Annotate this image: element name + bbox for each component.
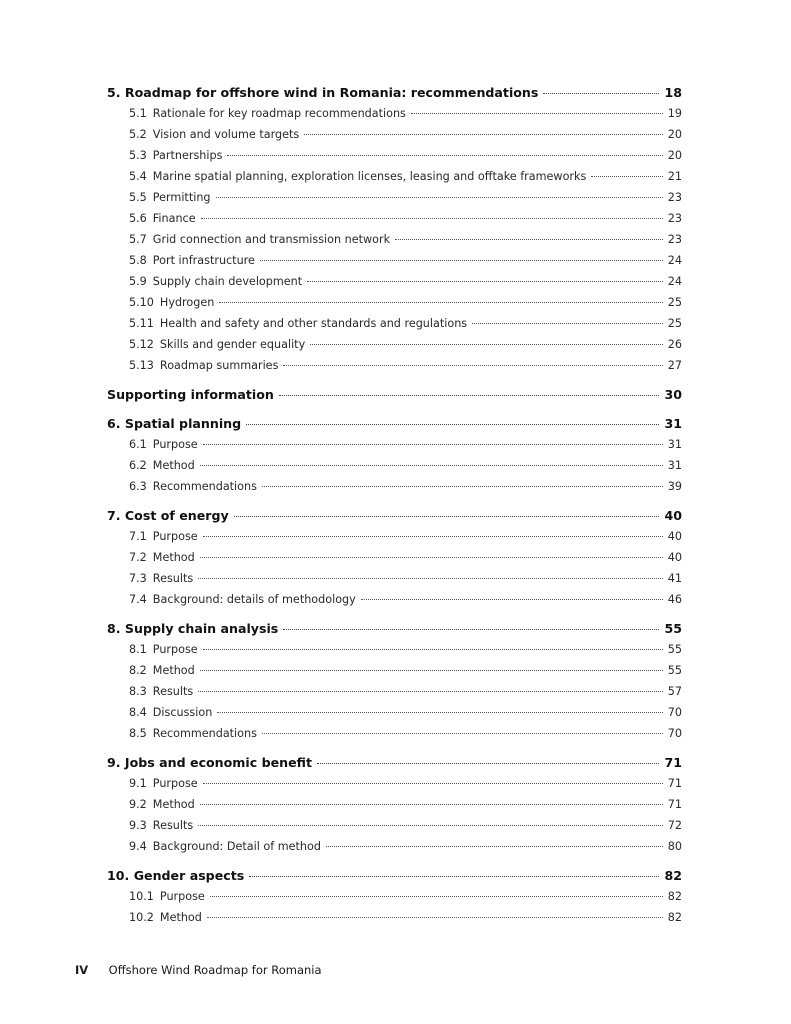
toc-subentry-page: 23 [667,212,682,225]
toc-subentry-title: Roadmap summaries [159,359,279,372]
toc-heading-title: 6. Spatial planning [107,416,242,431]
toc-subentry-title: Method [159,911,202,924]
toc-subentry[interactable] [107,589,682,610]
toc-subentry[interactable] [107,836,682,857]
toc-subentry[interactable] [107,250,682,271]
toc-subentry-label [129,639,198,660]
toc-subentry-label [129,166,586,187]
toc-subentry-label [129,271,302,292]
toc-subentry-title: Purpose [152,643,198,656]
dot-leader [326,846,663,847]
toc-subentry-number: 9.1 [129,777,147,790]
toc-subentry-page: 40 [667,530,682,543]
toc-subentry-number: 8.1 [129,643,147,656]
toc-subentry-number: 9.2 [129,798,147,811]
toc-subentry-title: Purpose [152,438,198,451]
toc-subentry-label [129,794,195,815]
dot-leader [279,395,660,396]
toc-heading-page: 82 [664,868,682,883]
toc-subentry-page: 19 [667,107,682,120]
toc-heading-page: 18 [664,85,682,100]
dot-leader [283,629,659,630]
dot-leader [203,536,663,537]
toc-subentry-number: 10.2 [129,911,154,924]
dot-leader [227,155,662,156]
toc-subentry[interactable] [107,355,682,376]
toc-heading-entry[interactable] [107,865,682,886]
toc-subentry-title: Purpose [159,890,205,903]
dot-leader [317,763,659,764]
dot-leader [203,783,663,784]
toc-subentry-page: 71 [667,798,682,811]
dot-leader [361,599,663,600]
toc-subentry-label [129,476,257,497]
toc-subentry-number: 5.5 [129,191,147,204]
dot-leader [200,557,663,558]
toc-section [107,865,682,928]
toc-subentry[interactable] [107,547,682,568]
toc-subentry-page: 40 [667,551,682,564]
toc-section [107,618,682,744]
toc-subentry-label [129,568,193,589]
dot-leader [543,93,659,94]
dot-leader [219,302,662,303]
toc-subentry[interactable] [107,229,682,250]
toc-subentry-title: Rationale for key roadmap recommendations [152,107,406,120]
toc-subentry-label [129,124,299,145]
toc-subentry-number: 5.1 [129,107,147,120]
toc-subentry-label [129,589,356,610]
toc-subentry-label [129,292,214,313]
toc-heading-entry[interactable] [107,752,682,773]
toc-heading-page: 30 [664,387,682,402]
toc-subentry[interactable] [107,815,682,836]
toc-subentry[interactable] [107,124,682,145]
toc-subentry[interactable] [107,166,682,187]
toc-subentry-page: 31 [667,438,682,451]
toc-subentry[interactable] [107,208,682,229]
toc-subentry-number: 5.10 [129,296,154,309]
toc-subentry-page: 26 [667,338,682,351]
toc-subentry-page: 82 [667,890,682,903]
toc-subentry[interactable] [107,187,682,208]
toc-subentry-page: 23 [667,233,682,246]
page-footer [75,963,322,977]
dot-leader [395,239,663,240]
toc-subentry-page: 55 [667,664,682,677]
toc-subentry[interactable] [107,660,682,681]
dot-leader [307,281,663,282]
toc-subentry-title: Discussion [152,706,213,719]
toc-heading-entry[interactable] [107,384,682,405]
toc-section [107,82,682,376]
toc-section [107,505,682,610]
toc-subentry-label [129,187,211,208]
toc-subentry-title: Method [152,551,195,564]
toc-heading-title: Supporting information [107,387,274,402]
toc-subentry-number: 5.12 [129,338,154,351]
toc-subentry-title: Marine spatial planning, exploration licenses, leasing and offtake frameworks [152,170,587,183]
toc-subentry-title: Purpose [152,777,198,790]
dot-leader [472,323,663,324]
table-of-contents [107,82,682,928]
dot-leader [200,670,663,671]
toc-subentry-title: Results [152,572,194,585]
toc-subentry-label [129,229,390,250]
toc-subentry-number: 6.1 [129,438,147,451]
toc-subentry-page: 20 [667,149,682,162]
toc-subentry-page: 25 [667,317,682,330]
toc-subentry-label [129,313,467,334]
dot-leader [260,260,663,261]
dot-leader [411,113,663,114]
toc-section [107,752,682,857]
dot-leader [249,876,659,877]
toc-heading-title: 10. Gender aspects [107,868,245,883]
toc-heading-entry[interactable] [107,413,682,434]
toc-subentry-title: Vision and volume targets [152,128,300,141]
toc-subentry[interactable] [107,145,682,166]
toc-subentry[interactable] [107,455,682,476]
toc-subentry-title: Health and safety and other standards and regulations [159,317,468,330]
toc-subentry-number: 8.3 [129,685,147,698]
toc-subentry[interactable] [107,271,682,292]
dot-leader [203,444,663,445]
toc-heading-page: 55 [664,621,682,636]
toc-subentry-label [129,702,212,723]
dot-leader [200,465,663,466]
toc-subentry-page: 21 [667,170,682,183]
toc-subentry-page: 71 [667,777,682,790]
toc-subentry-page: 72 [667,819,682,832]
toc-heading-page: 40 [664,508,682,523]
dot-leader [198,825,663,826]
toc-heading-entry[interactable] [107,82,682,103]
toc-subentry[interactable] [107,681,682,702]
toc-subentry[interactable] [107,313,682,334]
toc-subentry-label [129,547,195,568]
toc-subentry-title: Grid connection and transmission network [152,233,391,246]
dot-leader [201,218,663,219]
toc-subentry-label [129,815,193,836]
dot-leader [216,197,663,198]
toc-subentry-number: 7.4 [129,593,147,606]
toc-subentry-label [129,886,205,907]
toc-subentry-title: Supply chain development [152,275,303,288]
toc-subentry-page: 39 [667,480,682,493]
toc-subentry[interactable] [107,568,682,589]
toc-subentry-title: Recommendations [152,480,257,493]
dot-leader [198,691,663,692]
toc-subentry[interactable] [107,103,682,124]
toc-subentry-title: Method [152,664,195,677]
toc-subentry-label [129,681,193,702]
toc-section [107,413,682,497]
toc-subentry-page: 24 [667,275,682,288]
toc-subentry-number: 5.9 [129,275,147,288]
dot-leader [246,424,659,425]
toc-subentry-number: 7.3 [129,572,147,585]
toc-subentry[interactable] [107,476,682,497]
toc-subentry-label [129,434,198,455]
dot-leader [262,486,663,487]
toc-heading-page: 31 [664,416,682,431]
toc-subentry-title: Purpose [152,530,198,543]
toc-subentry[interactable] [107,773,682,794]
toc-subentry-number: 6.2 [129,459,147,472]
toc-subentry[interactable] [107,794,682,815]
toc-subentry-label [129,723,257,744]
toc-subentry-title: Results [152,685,194,698]
toc-subentry[interactable] [107,334,682,355]
toc-subentry[interactable] [107,526,682,547]
toc-heading-title: 9. Jobs and economic benefit [107,755,313,770]
toc-subentry-number: 8.2 [129,664,147,677]
page-number: IV [75,963,89,977]
toc-subentry-page: 31 [667,459,682,472]
toc-subentry[interactable] [107,292,682,313]
toc-heading-page: 71 [664,755,682,770]
toc-subentry-label [129,455,195,476]
toc-subentry-label [129,773,198,794]
toc-subentry-title: Skills and gender equality [159,338,306,351]
toc-subentry-title: Permitting [152,191,211,204]
toc-subentry-number: 10.1 [129,890,154,903]
toc-subentry-title: Hydrogen [159,296,215,309]
toc-subentry-number: 5.7 [129,233,147,246]
toc-subentry-label [129,355,278,376]
dot-leader [283,365,662,366]
dot-leader [234,516,660,517]
toc-subentry-number: 5.3 [129,149,147,162]
toc-subentry-number: 5.4 [129,170,147,183]
toc-subentry-label [129,660,195,681]
toc-section [107,384,682,405]
toc-subentry-number: 5.8 [129,254,147,267]
toc-subentry-number: 8.4 [129,706,147,719]
toc-subentry[interactable] [107,434,682,455]
toc-subentry-page: 27 [667,359,682,372]
toc-subentry-page: 41 [667,572,682,585]
toc-subentry-number: 9.3 [129,819,147,832]
dot-leader [262,733,663,734]
toc-subentry-page: 24 [667,254,682,267]
toc-heading-entry[interactable] [107,618,682,639]
toc-subentry-title: Method [152,798,195,811]
toc-subentry-page: 46 [667,593,682,606]
dot-leader [310,344,663,345]
toc-subentry-number: 6.3 [129,480,147,493]
dot-leader [198,578,663,579]
toc-subentry-page: 82 [667,911,682,924]
toc-subentry-number: 5.6 [129,212,147,225]
dot-leader [200,804,663,805]
toc-subentry-title: Method [152,459,195,472]
toc-subentry-label [129,103,406,124]
toc-subentry-number: 5.13 [129,359,154,372]
dot-leader [210,896,663,897]
toc-subentry-page: 25 [667,296,682,309]
toc-subentry-number: 7.2 [129,551,147,564]
dot-leader [203,649,663,650]
toc-subentry-label [129,907,202,928]
toc-subentry-page: 55 [667,643,682,656]
toc-subentry-page: 57 [667,685,682,698]
toc-subentry-label [129,250,255,271]
toc-subentry-number: 9.4 [129,840,147,853]
toc-subentry-page: 23 [667,191,682,204]
dot-leader [591,176,662,177]
toc-subentry-label [129,836,321,857]
running-title: Offshore Wind Roadmap for Romania [108,963,322,977]
toc-subentry-page: 80 [667,840,682,853]
toc-subentry-label [129,145,222,166]
toc-subentry-number: 8.5 [129,727,147,740]
toc-subentry[interactable] [107,907,682,928]
toc-subentry-title: Partnerships [152,149,223,162]
toc-subentry-label [129,526,198,547]
toc-subentry-title: Finance [152,212,196,225]
toc-subentry-page: 20 [667,128,682,141]
toc-subentry-page: 70 [667,727,682,740]
toc-subentry[interactable] [107,702,682,723]
toc-subentry-number: 5.11 [129,317,154,330]
dot-leader [217,712,662,713]
toc-heading-entry[interactable] [107,505,682,526]
toc-heading-title: 5. Roadmap for offshore wind in Romania: recommendations [107,85,539,100]
toc-subentry[interactable] [107,723,682,744]
toc-heading-title: 7. Cost of energy [107,508,229,523]
dot-leader [304,134,663,135]
toc-subentry-page: 70 [667,706,682,719]
toc-subentry-title: Results [152,819,194,832]
toc-heading-title: 8. Supply chain analysis [107,621,279,636]
toc-subentry-title: Recommendations [152,727,257,740]
toc-subentry[interactable] [107,886,682,907]
toc-subentry-label [129,208,196,229]
toc-subentry-number: 7.1 [129,530,147,543]
toc-subentry-title: Background: details of methodology [152,593,356,606]
dot-leader [207,917,663,918]
toc-subentry-number: 5.2 [129,128,147,141]
toc-subentry[interactable] [107,639,682,660]
toc-subentry-title: Port infrastructure [152,254,255,267]
toc-subentry-title: Background: Detail of method [152,840,321,853]
toc-subentry-label [129,334,305,355]
